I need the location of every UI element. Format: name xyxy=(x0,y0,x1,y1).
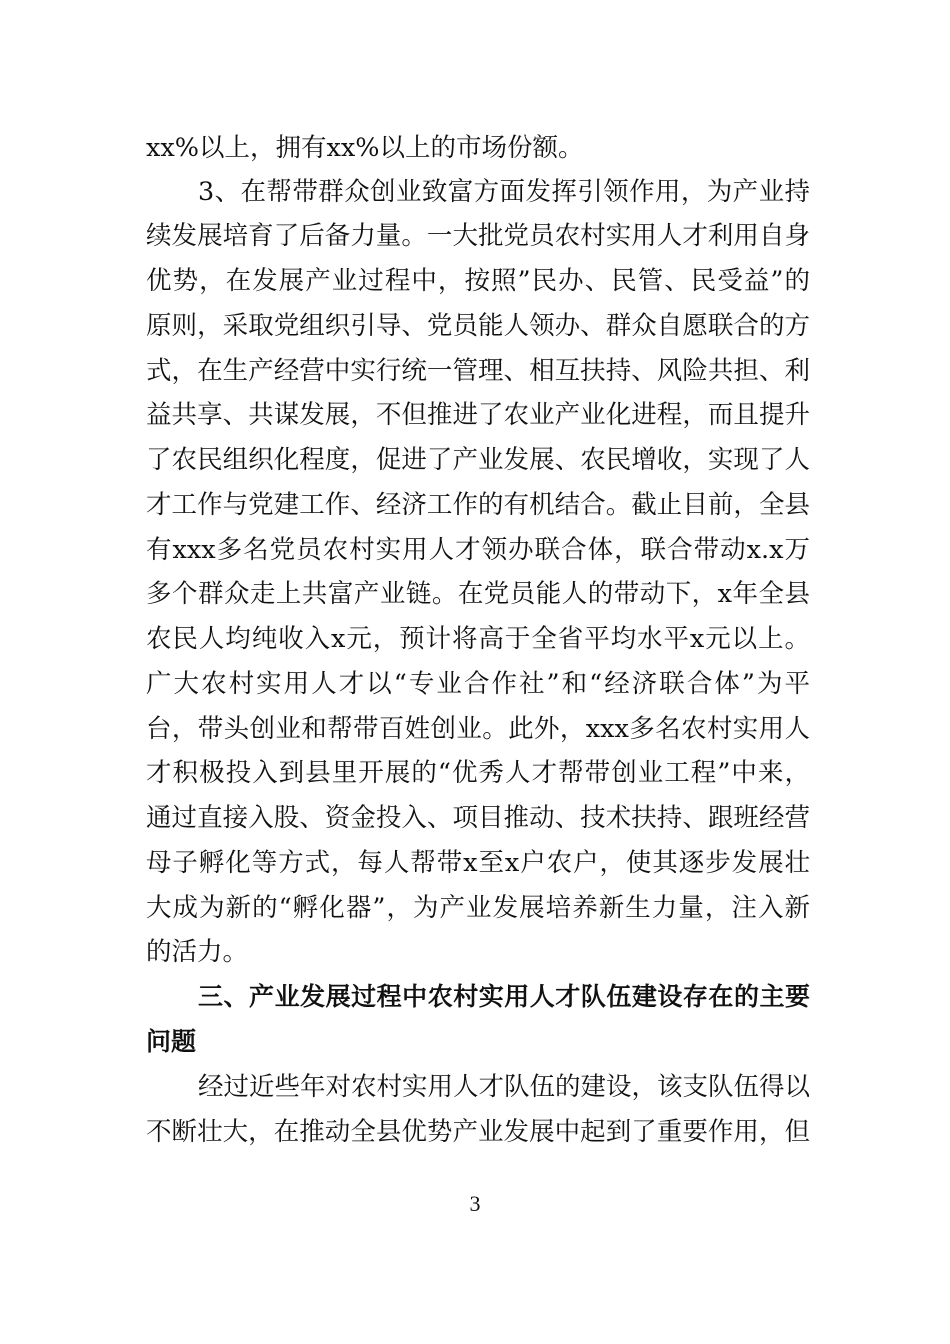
paragraph-line: 经过近些年对农村实用人才队伍的建设，该支队伍得以 xyxy=(198,1072,810,1102)
paragraph-line: 的活力。 xyxy=(146,937,249,967)
section-heading: 问题 xyxy=(146,1027,197,1056)
page-number: 3 xyxy=(469,1191,481,1216)
paragraph-line: xx%以上，拥有xx%以上的市场份额。 xyxy=(146,133,584,163)
paragraph-line: 3、在帮带群众创业致富方面发挥引领作用，为产业持 xyxy=(198,177,810,207)
paragraph-line: 通过直接入股、资金投入、项目推动、技术扶持、跟班经营 xyxy=(146,803,810,833)
paragraph-line: 台，带头创业和帮带百姓创业。此外，xxx多名农村实用人 xyxy=(146,714,810,744)
paragraph-line: 益共享、共谋发展，不但推进了农业产业化进程，而且提升 xyxy=(146,400,810,430)
paragraph-line: 母子孵化等方式，每人帮带x至x户农户，使其逐步发展壮 xyxy=(146,848,810,878)
paragraph-line: 多个群众走上共富产业链。在党员能人的带动下，x年全县 xyxy=(146,579,810,609)
section-heading: 三、产业发展过程中农村实用人才队伍建设存在的主要 xyxy=(198,982,810,1011)
paragraph-line: 原则，采取党组织引导、党员能人领办、群众自愿联合的方 xyxy=(146,311,810,341)
paragraph-line: 农民人均纯收入x元，预计将高于全省平均水平x元以上。 xyxy=(146,624,810,654)
paragraph-line: 大成为新的“孵化器”，为产业发展培养新生力量，注入新 xyxy=(146,893,810,923)
paragraph-line: 续发展培育了后备力量。一大批党员农村实用人才利用自身 xyxy=(146,221,810,251)
paragraph-line: 广大农村实用人才以“专业合作社”和“经济联合体”为平 xyxy=(146,669,810,699)
paragraph-line: 才工作与党建工作、经济工作的有机结合。截止目前，全县 xyxy=(146,490,810,520)
paragraph-line: 不断壮大，在推动全县优势产业发展中起到了重要作用，但 xyxy=(146,1117,810,1147)
paragraph-line: 了农民组织化程度，促进了产业发展、农民增收，实现了人 xyxy=(146,445,810,475)
paragraph-line: 有xxx多名党员农村实用人才领办联合体，联合带动x.x万 xyxy=(146,535,810,565)
paragraph-line: 优势，在发展产业过程中，按照”民办、民管、民受益”的 xyxy=(146,266,810,296)
paragraph-line: 才积极投入到县里开展的“优秀人才帮带创业工程”中来， xyxy=(146,758,810,788)
paragraph-line: 式，在生产经营中实行统一管理、相互扶持、风险共担、利 xyxy=(146,356,810,386)
